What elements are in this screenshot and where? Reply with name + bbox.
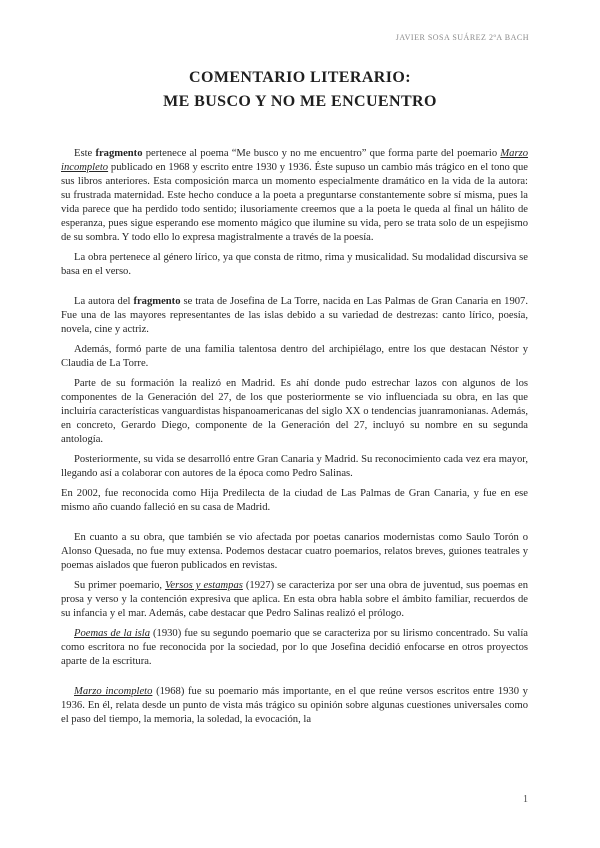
paragraph xyxy=(61,295,528,337)
text-run: Parte de su formación la realizó en Madrid. Es ahí donde pudo estrechar lazos con algunos de los componentes de la Generación del 27, de los que posteriormente se vio influenciada su obra, en las que incluiría características vanguardistas hispanoamericanas del siglo XX o tendencias juanramonianas. Además, en concreto, Gerardo Diego, componente de la Generación del 27, incluyó su nombre en su segunda antología. xyxy=(61,378,528,445)
page-title-line2: ME BUSCO Y NO ME ENCUENTRO xyxy=(163,93,437,110)
paragraph xyxy=(61,343,528,371)
bold-text: fragmento xyxy=(133,296,181,307)
paragraph xyxy=(61,627,528,669)
text-run: En cuanto a su obra, que también se vio afectada por poetas canarios modernistas como Saulo Torón o Alonso Quesada, no fue muy extensa. Podemos destacar cuatro poemarios, relatos breves, guiones teatrales y poemas aislados que fueron publicados en revistas. xyxy=(61,532,528,571)
text-run: En 2002, fue reconocida como Hija Predilecta de la ciudad de Las Palmas de Gran Canaria, y fue en ese mismo año cuando falleció en su casa de Madrid. xyxy=(61,488,528,513)
paragraph xyxy=(61,377,528,447)
paragraph xyxy=(61,487,528,515)
page-title-line1: COMENTARIO LITERARIO: xyxy=(189,69,411,86)
text-run: La autora del xyxy=(74,296,134,307)
work-title: Marzo incompleto xyxy=(74,686,153,697)
paragraph xyxy=(61,531,528,573)
text-run: (1968) fue su poemario más importante, en el que reúne versos escritos entre 1930 y 1936. En él, relata desde un punto de vista más trágico su opinión sobre algunas cuestiones universales como el paso del tiempo, la memoria, la soledad, la evocación, la xyxy=(61,686,528,725)
text-run: (1930) fue su segundo poemario que se caracteriza por su lirismo concentrado. Su valía como escritora no fue reconocida por la sociedad, por lo que Josefina decidió enfocarse en otros proyectos aparte de la escritura. xyxy=(61,628,528,667)
text-run: publicado en 1968 y escrito entre 1930 y 1936. Éste supuso un cambio más trágico en el tono que sus libros anteriores. Esta composición marca un momento especialmente dramático en la vida de la autora: su frustrada maternidad. Este hecho conduce a la poeta a preguntarse constantemente sobre sí misma, pues la vida parece que ha perdido todo sentido; ilusoriamente creemos que a la poeta le queda al final un hálito de esperanza, pues sigue esperando ese momento mágico que ilumine su vida, pero se trata solo de un espejismo de su sombra. Y todo ello lo expresa magistralmente a través de la poesía. xyxy=(61,162,528,243)
author-header: JAVIER SOSA SUÁREZ 2ºA BACH xyxy=(395,33,529,42)
work-title: Marzo incompleto xyxy=(61,148,529,173)
text-run: Además, formó parte de una familia talentosa dentro del archipiélago, entre los que destacan Néstor y Claudia de La Torre. xyxy=(61,344,528,369)
text-run: pertenece al poema “Me busco y no me encuentro” que forma parte del poemario xyxy=(142,148,501,159)
paragraph xyxy=(61,579,528,621)
work-title: Versos y estampas xyxy=(165,580,243,591)
text-run: La obra pertenece al género lírico, ya que consta de ritmo, rima y musicalidad. Su modalidad discursiva se basa en el verso. xyxy=(61,252,528,277)
text-run: se trata de Josefina de La Torre, nacida en Las Palmas de Gran Canaria en 1907. Fue una de las mayores representantes de las islas debido a su variedad de destrezas: canto lírico, poesía, novela, cine y actriz. xyxy=(61,296,528,335)
work-title: Poemas de la isla xyxy=(74,628,151,639)
document-body xyxy=(61,147,528,733)
text-run: Posteriormente, su vida se desarrolló entre Gran Canaria y Madrid. Su reconocimiento cada vez era mayor, llegando así a colaborar con autores de la época como Pedro Salinas. xyxy=(61,454,528,479)
text-run: Este xyxy=(74,148,96,159)
paragraph xyxy=(61,453,528,481)
text-run: (1927) se caracteriza por ser una obra de juventud, sus poemas en prosa y verso y la contención expresiva que aplica. En esta obra habla sobre el ámbito familiar, recuerdos de su infancia y el mar. Además, cabe destacar que Pedro Salinas realizó el prólogo. xyxy=(61,580,528,619)
paragraph xyxy=(61,251,528,279)
paragraph xyxy=(61,147,528,245)
page-number: 1 xyxy=(523,794,528,805)
paragraph xyxy=(61,685,528,727)
text-run: Su primer poemario, xyxy=(74,580,166,591)
bold-text: fragmento xyxy=(95,148,143,159)
page-title xyxy=(0,66,600,114)
